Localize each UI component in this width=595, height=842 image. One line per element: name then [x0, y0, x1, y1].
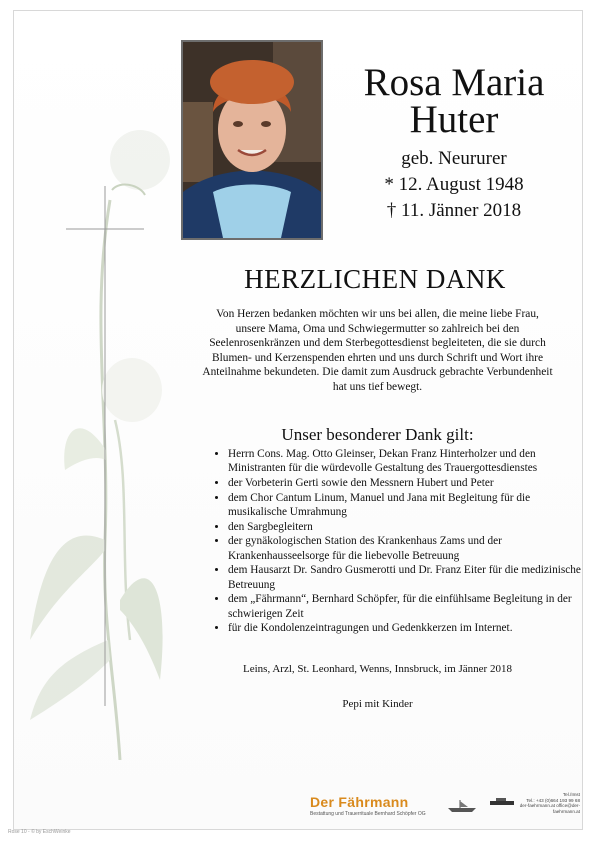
deceased-name [338, 61, 570, 141]
ferry-icon [488, 796, 516, 808]
page-title: HERZLICHEN DANK [244, 264, 506, 294]
logo-text: Der Fährmann [310, 794, 409, 810]
list-item: • dem Chor Cantum Linum, Manuel und Jana mit Begleitung für die musikalische Umrahmung [228, 491, 588, 520]
company-logo [310, 794, 426, 817]
list-item: • der Vorbeterin Gerti sowie den Messnern Hubert und Peter [228, 476, 588, 490]
place-date: Leins, Arzl, St. Leonhard, Wenns, Innsbruck, im Jänner 2018 [243, 663, 512, 675]
deceased-surname: Huter [409, 98, 499, 141]
birth-date: * 12. August 1948 [384, 174, 524, 195]
thanks-list [210, 447, 588, 636]
copyright-note: Rose 10 - © by EschWeinke [8, 829, 71, 835]
life-dates [338, 146, 570, 224]
deceased-first-names: Rosa Maria [363, 61, 545, 104]
signature: Pepi mit Kinder [342, 698, 413, 710]
contact-line: der-faehrmann.at office@der-faehrmann.at [519, 803, 580, 814]
boat-icon [446, 798, 478, 814]
list-item: • der gynäkologischen Station des Krankenhaus Zams und der Krankenhausseelsorge für die liebevolle Betreuung [228, 534, 588, 563]
thanks-heading: Unser besonderer Dank gilt: [281, 425, 474, 444]
list-item: • Herrn Cons. Mag. Otto Gleinser, Dekan Franz Hinterholzer und den Ministranten für die würdevolle Gestaltung des Trauergottesdienstes [228, 447, 588, 476]
logo-subtitle: Bestattung und Trauerrituale Bernhard Schöpfer OG [310, 811, 426, 817]
list-item: • dem Hausarzt Dr. Sandro Gusmerotti und Dr. Franz Eiter für die medizinische Betreuung [228, 563, 588, 592]
contact-info [518, 792, 580, 814]
maiden-name: geb. Neururer [401, 148, 507, 169]
cross-symbol [66, 186, 146, 706]
death-date: † 11. Jänner 2018 [386, 200, 522, 221]
contact-line: Tel.: +43 (0)664 193 99 68 [526, 797, 580, 803]
list-item: • den Sargbegleitern [228, 520, 588, 534]
contact-line: Tel./Imst [562, 792, 580, 797]
portrait-photo [181, 40, 323, 240]
intro-text: Von Herzen bedanken möchten wir uns bei allen, die meine liebe Frau, unsere Mama, Oma und Schwiegermutter so zahlreich bei den Seelenrosenkränzen und dem Sterbegottesdienst begleiteten, die sie durch Blumen- und Kerzenspenden ehrten und uns durch Schrift und Wort ihre Anteilnahme bekundeten. Die damit zum Ausdruck gebrachte Verbundenheit hat uns tief bewegt. [202, 308, 553, 393]
list-item: • für die Kondolenzeintragungen und Gedenkkerzen im Internet. [228, 621, 588, 635]
list-item: • dem „Fährmann“, Bernhard Schöpfer, für die einfühlsame Begleitung in der schwierigen Zeit [228, 592, 588, 621]
